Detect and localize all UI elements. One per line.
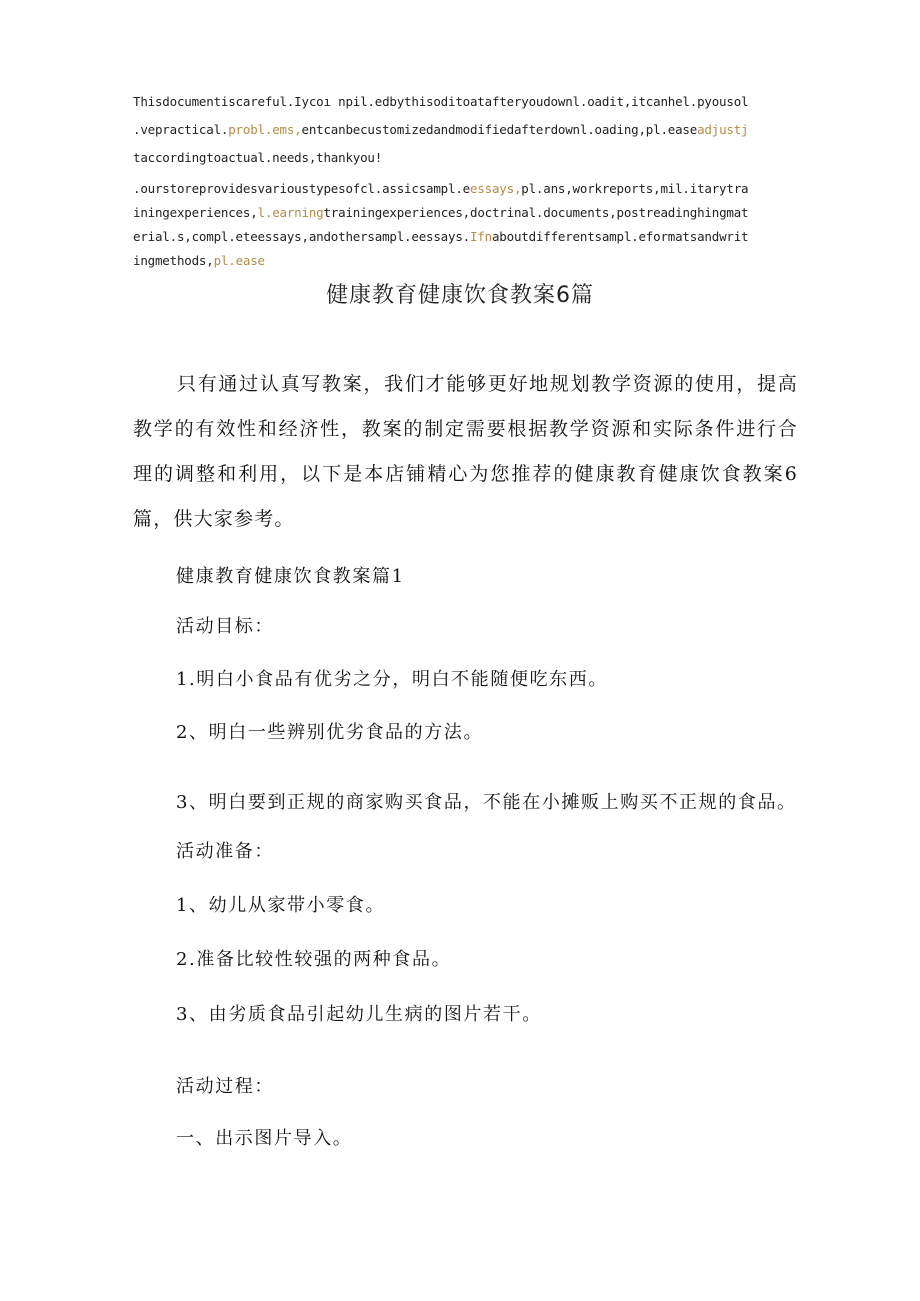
preparation-item-1: 1、幼儿从家带小零食。	[176, 895, 386, 916]
intro-paragraph: 只有通过认真写教案，我们才能够更好地规划教学资源的使用，提高教学的有效性和经济性，教案的制定需要根据教学资源和实际条件进行合理的调整和利用，以下是本店铺精心为您推荐的健康教育健康饮食教案6篇，供大家参考。	[133, 373, 798, 530]
process-step-1: 一、出示图片导入。	[176, 1128, 353, 1149]
disclaimer-line-6: erial.s,compl.eteessays,andothersampl.eessays.Ifnaboutdifferentsampl.eformatsandwrit	[133, 229, 749, 244]
disclaimer-line-7: ingmethods,pl.ease	[133, 253, 265, 268]
disclaimer-line-4: .ourstoreprovidesvarioustypesofcl.assicsampl.eessays,pl.ans,workreports,mil.itarytra	[133, 181, 749, 196]
preparation-item-3: 3、由劣质食品引起幼儿生病的图片若干。	[176, 1004, 542, 1025]
disclaimer-line-1: Thisdocumentiscareful.Iycoı npil.edbythisoditoatafteryoudownl.oadit,itcanhel.pyousol	[133, 94, 749, 109]
document-title: 健康教育健康饮食教案6篇	[326, 283, 594, 308]
objective-item-2: 2、明白一些辨别优劣食品的方法。	[176, 722, 484, 743]
disclaimer-line-3: taccordingtoactual.needs,thankyou!	[133, 150, 383, 165]
disclaimer-line-5: iningexperiences,l.earningtrainingexperiences,doctrinal.documents,postreadinghingmat	[133, 205, 749, 220]
objective-item-1: 1.明白小食品有优劣之分，明白不能随便吃东西。	[176, 669, 608, 690]
objectives-heading: 活动目标：	[176, 616, 274, 637]
section-heading: 健康教育健康饮食教案篇1	[176, 566, 405, 587]
disclaimer-line-2: .vepractical.probl.ems,entcanbecustomizedandmodifiedafterdownl.oading,pl.easeadjustj	[133, 122, 749, 137]
preparation-item-2: 2.准备比较性较强的两种食品。	[176, 949, 452, 970]
objective-item-3: 3、明白要到正规的商家购买食品，不能在小摊贩上购买不正规的食品。	[176, 792, 797, 813]
process-heading: 活动过程：	[176, 1076, 274, 1097]
preparation-heading: 活动准备：	[176, 841, 274, 862]
